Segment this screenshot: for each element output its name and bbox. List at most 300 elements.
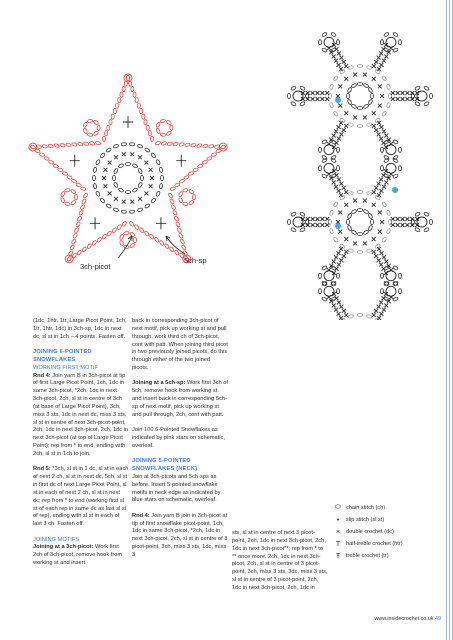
chain-mark — [386, 84, 390, 90]
chain-mark — [174, 216, 179, 222]
chain-mark — [357, 233, 362, 236]
chain-mark — [330, 174, 336, 179]
dc-mark — [372, 313, 376, 317]
dc-mark — [410, 97, 414, 101]
chain-mark — [329, 84, 333, 90]
chain-mark — [106, 147, 112, 152]
chain-mark — [161, 141, 167, 145]
chain-mark — [65, 202, 71, 206]
picot-mark — [386, 145, 396, 155]
chain-mark — [170, 187, 176, 191]
chain-mark — [113, 168, 118, 174]
dc-mark — [325, 97, 329, 101]
chain-mark — [83, 128, 88, 134]
chain-mark — [288, 93, 291, 98]
chain-mark — [144, 230, 149, 236]
chain-mark — [381, 273, 384, 278]
chain-mark — [321, 32, 327, 37]
dc-mark — [410, 223, 414, 227]
dc-mark — [380, 220, 384, 224]
dc-mark — [378, 230, 382, 234]
chain-mark — [392, 174, 398, 179]
chain-mark — [122, 221, 127, 227]
chain-mark — [333, 75, 338, 81]
chain-mark — [87, 133, 93, 137]
chain-mark — [71, 239, 76, 245]
hexagon-snowflake-chart — [288, 32, 433, 320]
chain-mark — [113, 144, 119, 149]
dc-mark — [344, 203, 348, 207]
chain-mark — [414, 227, 420, 232]
chain-mark — [160, 119, 166, 123]
chain-mark — [93, 167, 97, 173]
chain-mark — [423, 212, 429, 217]
chain-mark — [348, 122, 354, 126]
chain-mark — [357, 191, 362, 194]
dc-mark — [410, 217, 414, 221]
chain-mark — [337, 147, 340, 152]
dc-mark — [353, 115, 357, 119]
dc-mark — [374, 128, 378, 132]
picot-mark — [324, 286, 334, 296]
chain-mark — [414, 86, 420, 91]
chain-mark — [87, 243, 92, 249]
dc-mark — [337, 263, 341, 267]
picot-mark — [324, 37, 334, 47]
chain-mark — [93, 120, 99, 126]
chain-mark — [366, 122, 372, 126]
chain-mark — [366, 248, 372, 252]
dc-mark — [401, 91, 405, 95]
dc-mark — [334, 255, 338, 259]
chain-mark — [134, 224, 139, 230]
chain-mark — [337, 273, 340, 278]
dc-mark — [342, 60, 346, 64]
chain-mark — [288, 219, 291, 224]
chain-mark — [347, 99, 352, 105]
dc-mark — [337, 51, 341, 55]
dc-mark — [138, 197, 142, 201]
treble-mark — [123, 116, 133, 128]
dc-mark — [338, 210, 342, 214]
dc-mark — [342, 254, 346, 258]
chain-mark — [125, 163, 130, 166]
chain-mark — [173, 142, 179, 146]
dc-mark — [372, 237, 376, 241]
chain-mark — [118, 188, 124, 193]
chain-mark — [184, 175, 190, 179]
chain-mark — [348, 314, 354, 318]
dc-mark — [122, 152, 126, 156]
dc-mark — [311, 223, 315, 227]
chain-mark — [70, 200, 76, 206]
dc-mark — [384, 54, 388, 58]
chain-mark — [351, 83, 357, 88]
chain-mark — [30, 145, 36, 149]
dc-mark — [334, 185, 338, 189]
chain-mark — [392, 158, 398, 163]
dc-mark — [334, 129, 338, 133]
dc-mark — [353, 73, 357, 77]
chain-mark — [337, 166, 340, 171]
dc-mark — [391, 223, 395, 227]
treble-mark — [70, 155, 80, 167]
chain-mark — [81, 198, 86, 204]
dc-mark — [353, 241, 357, 245]
dc-mark — [325, 223, 329, 227]
chain-mark — [366, 65, 372, 69]
dc-mark — [149, 184, 153, 188]
chain-mark — [399, 147, 402, 152]
dc-mark — [306, 223, 310, 227]
chain-mark — [423, 86, 429, 91]
chain-mark — [74, 227, 79, 233]
dc-mark — [306, 217, 310, 221]
dc-mark — [337, 177, 341, 181]
dc-mark — [379, 137, 383, 141]
neck-paragraph: Join at 3ch-picots and 5ch-sps as before. Insert 5-pointed snowflake motifs in neck edge as indicated by blue stars on schematic, overleaf. — [132, 473, 221, 504]
chain-mark — [206, 156, 212, 160]
chain-mark — [347, 213, 352, 219]
chain-mark — [75, 221, 80, 227]
chain-mark — [159, 240, 164, 246]
chain-mark — [75, 195, 78, 200]
chain-mark — [102, 136, 105, 141]
chain-mark — [330, 265, 336, 270]
dc-mark — [339, 305, 343, 309]
chain-mark — [392, 48, 398, 53]
dc-mark — [339, 258, 343, 262]
dc-mark — [342, 186, 346, 190]
chain-mark — [211, 152, 217, 156]
dc-mark — [332, 260, 336, 264]
dc-mark — [363, 199, 367, 203]
chain-mark — [423, 101, 429, 106]
dc-mark — [122, 200, 126, 204]
chain-mark — [299, 212, 305, 217]
chain-mark — [120, 92, 123, 97]
chain-mark — [122, 86, 125, 91]
chain-mark — [119, 234, 124, 240]
chain-mark — [100, 153, 106, 159]
legend-item — [330, 550, 403, 562]
dc-mark — [325, 91, 329, 95]
picot-mark — [386, 271, 396, 281]
dc-mark — [344, 77, 348, 81]
legend-item — [330, 502, 403, 514]
join-5ch-paragraph: Joining at a 5ch-sp: Work first 3ch of 5ch, remove hook from working st and insert back in corresponding 5ch-sp of next motif, pick up working st and pull through, 2ch, cont with patt. — [132, 380, 228, 418]
chain-mark — [129, 210, 135, 214]
chain-mark — [299, 86, 305, 91]
chain-mark — [42, 144, 48, 148]
chain-mark — [371, 219, 374, 224]
chain-mark — [386, 228, 390, 234]
dc-mark — [379, 300, 383, 304]
dc-mark — [342, 128, 346, 132]
page-number: 49 — [435, 616, 441, 622]
chain-mark — [48, 144, 54, 148]
dc-mark — [374, 309, 378, 313]
chain-mark — [330, 158, 336, 163]
chain-mark — [113, 109, 116, 114]
continuation-paragraph: sts, sl st in centre of next 3 picot-point, 2ch, 1dc in next 3ch-picot, 2ch, 1dc in next 3ch-picot**; rep from * to ** once more, 2ch, 1dc in next 3ch-picot, 2ch, sl st in centre of 3 picot-point, 3ch, miss 3 sts, 3dc, miss 3 sts, sl st in centre of 3 picot-point, 2ch, 1dc in next 3ch-picot, 2ch, 1dc in — [232, 530, 328, 591]
chain-mark — [119, 240, 124, 246]
chain-mark — [144, 120, 147, 125]
dc-mark — [405, 91, 409, 95]
chain-mark — [188, 200, 194, 206]
dc-mark — [379, 263, 383, 267]
dc-mark — [325, 217, 329, 221]
chain-mark — [382, 201, 387, 207]
chain-mark — [348, 248, 354, 252]
dc-mark — [391, 91, 395, 95]
chain-mark — [118, 98, 121, 103]
chain-mark — [167, 142, 173, 146]
chain-mark — [290, 101, 296, 106]
chain-mark — [351, 104, 357, 109]
chain-mark — [113, 182, 118, 188]
dc-mark — [320, 217, 324, 221]
chain-mark — [134, 237, 137, 242]
dc-mark — [344, 64, 348, 68]
chain-mark — [399, 289, 402, 294]
dc-mark — [391, 97, 395, 101]
chain-mark — [82, 246, 87, 252]
dc-mark — [374, 186, 378, 190]
chain-mark — [321, 48, 327, 53]
chain-mark — [129, 221, 134, 227]
chain-mark — [170, 125, 173, 130]
dc-mark — [149, 168, 153, 172]
dc-mark — [377, 305, 381, 309]
chain-mark — [188, 171, 194, 175]
heading-joining-motifs: JOINING MOTIFS — [33, 536, 80, 543]
text-column-2 — [132, 318, 228, 567]
chain-mark — [131, 86, 134, 91]
chain-mark — [166, 131, 172, 137]
dc-mark — [332, 54, 336, 58]
dc-mark — [396, 91, 400, 95]
chain-mark — [329, 210, 333, 216]
chain-mark — [164, 243, 169, 249]
text-column-3 — [232, 530, 328, 600]
page-footer — [374, 616, 441, 622]
dc-mark — [378, 210, 382, 214]
dc-mark — [405, 97, 409, 101]
chain-mark — [196, 143, 202, 147]
chain-mark — [62, 171, 68, 175]
chain-mark — [69, 244, 74, 250]
dc-mark — [334, 59, 338, 63]
chain-mark — [363, 104, 369, 109]
chain-mark — [169, 246, 174, 252]
chain-mark — [357, 314, 362, 317]
chain-mark — [178, 197, 183, 203]
chain-mark — [93, 131, 99, 137]
chain-mark — [44, 156, 50, 160]
chain-mark — [132, 163, 138, 168]
footer-url: www.insidecrochet.co.uk — [374, 616, 434, 622]
chain-mark — [202, 160, 208, 164]
chain-mark — [159, 167, 163, 173]
chain-mark — [67, 175, 73, 179]
dc-mark — [379, 51, 383, 55]
dc-mark — [337, 312, 341, 316]
chain-mark — [169, 198, 174, 204]
heading-joining-5-pointed: JOINING 5-POINTED SNOWFLAKES (NECK) — [132, 458, 198, 472]
chain-mark — [135, 98, 138, 103]
chain-mark — [290, 86, 296, 91]
dc-mark — [379, 312, 383, 316]
chain-mark — [132, 188, 138, 193]
chain-mark — [351, 230, 357, 235]
dc-mark — [353, 199, 357, 203]
chain-mark — [366, 314, 372, 318]
legend-item — [330, 538, 403, 550]
dc-mark — [342, 309, 346, 313]
dc-mark — [332, 134, 336, 138]
chain-mark — [92, 240, 97, 246]
chain-mark — [347, 225, 352, 231]
chain-mark — [202, 144, 208, 148]
chain-mark — [93, 175, 96, 180]
dc-mark — [379, 251, 383, 255]
chain-mark — [151, 136, 154, 141]
dc-mark — [130, 200, 134, 204]
dc-mark — [311, 91, 315, 95]
chain-mark — [357, 107, 362, 110]
chain-mark — [382, 111, 387, 117]
chain-mark — [177, 227, 182, 233]
chain-mark — [368, 225, 373, 231]
chain-mark — [97, 237, 102, 243]
chain-mark — [133, 92, 136, 97]
dc-mark — [306, 91, 310, 95]
chain-mark — [172, 210, 177, 216]
chain-mark — [192, 195, 195, 200]
dc-mark — [311, 97, 315, 101]
legend-item — [330, 514, 403, 526]
chain-mark — [383, 174, 389, 179]
chain-mark — [87, 119, 93, 123]
chain-mark — [144, 147, 150, 152]
chain-mark — [299, 227, 305, 232]
dc-mark — [405, 217, 409, 221]
chain-mark — [191, 143, 197, 147]
chain-mark — [208, 144, 214, 148]
chain-mark — [357, 209, 362, 212]
picot-mark — [386, 163, 396, 173]
join-continue-paragraph: back in corresponding 3ch-picot of next motif, pick up working st and pull through, work third ch of 3ch-picot, cont with patt. When joining third picot in two previously joined picots, do this through either of the two joined picots. — [132, 318, 228, 372]
chain-mark — [140, 109, 143, 114]
chain-mark — [381, 40, 384, 45]
dc-mark — [103, 168, 107, 172]
chain-mark — [102, 234, 107, 240]
chain-mark — [112, 227, 117, 233]
heading-joining-6-pointed: JOINING 6-POINTED SNOWFLAKES — [33, 349, 92, 363]
dc-mark — [130, 152, 134, 156]
dc-mark — [344, 190, 348, 194]
chain-mark — [368, 99, 373, 105]
dc-mark — [315, 97, 319, 101]
chain-mark — [80, 187, 86, 191]
chain-mark — [329, 102, 333, 108]
chain-mark — [381, 289, 384, 294]
chain-mark — [107, 125, 110, 130]
chain-mark — [197, 164, 203, 168]
chain-mark — [330, 32, 336, 37]
dc-mark — [138, 155, 142, 159]
picot-mark — [386, 37, 396, 47]
dc-mark — [337, 300, 341, 304]
dc-mark — [379, 189, 383, 193]
chain-mark — [161, 175, 164, 180]
chain-mark — [193, 168, 199, 172]
chain-mark — [430, 93, 433, 98]
chain-mark — [71, 179, 77, 183]
chain-mark — [321, 174, 327, 179]
chain-mark — [330, 297, 336, 302]
chain-mark — [151, 198, 157, 204]
chain-mark — [357, 125, 362, 128]
chain-mark — [109, 120, 112, 125]
dc-mark — [374, 254, 378, 258]
chain-mark — [399, 166, 402, 171]
dc-mark — [384, 260, 388, 264]
chain-mark — [93, 183, 97, 189]
chain-mark — [154, 237, 159, 243]
chain-mark — [97, 125, 100, 130]
chain-mark — [66, 256, 71, 262]
chain-mark — [83, 122, 88, 128]
chain-mark — [179, 179, 185, 183]
chain-mark — [290, 227, 296, 232]
subheading-first-motif: WORKING FIRST MOTIF — [33, 364, 98, 371]
chain-mark — [299, 101, 305, 106]
chain-mark — [351, 209, 357, 214]
chain-mark — [392, 297, 398, 302]
legend-label: slip stitch (sl st) — [346, 517, 385, 523]
pentagon-snowflake-chart — [29, 74, 227, 263]
chain-mark — [178, 191, 183, 197]
chain-mark — [105, 131, 108, 136]
dc-mark — [410, 91, 414, 95]
chain-mark — [381, 166, 384, 171]
dc-mark — [384, 303, 388, 307]
picot-mark — [324, 271, 334, 281]
chain-mark — [144, 203, 150, 208]
chain-mark — [392, 32, 398, 37]
chain-mark — [357, 251, 362, 254]
dc-mark — [320, 223, 324, 227]
chain-mark — [60, 191, 65, 197]
treble-mark — [176, 155, 186, 167]
picot-mark — [324, 145, 334, 155]
dc-mark — [405, 223, 409, 227]
dc-mark — [320, 97, 324, 101]
dc-mark — [344, 313, 348, 317]
dc-mark — [384, 180, 388, 184]
chain-mark — [53, 164, 59, 168]
dc-mark — [344, 124, 348, 128]
dc-mark — [379, 177, 383, 181]
chain-mark — [321, 158, 327, 163]
picot-mark — [293, 91, 303, 101]
picot-mark — [417, 217, 427, 227]
join-3ch-paragraph: Joining at a 3ch-picot: Work first 2ch of 3ch-picot, remove hook from working st and insert — [33, 544, 123, 567]
chain-mark — [357, 65, 362, 68]
chain-mark — [156, 159, 161, 165]
